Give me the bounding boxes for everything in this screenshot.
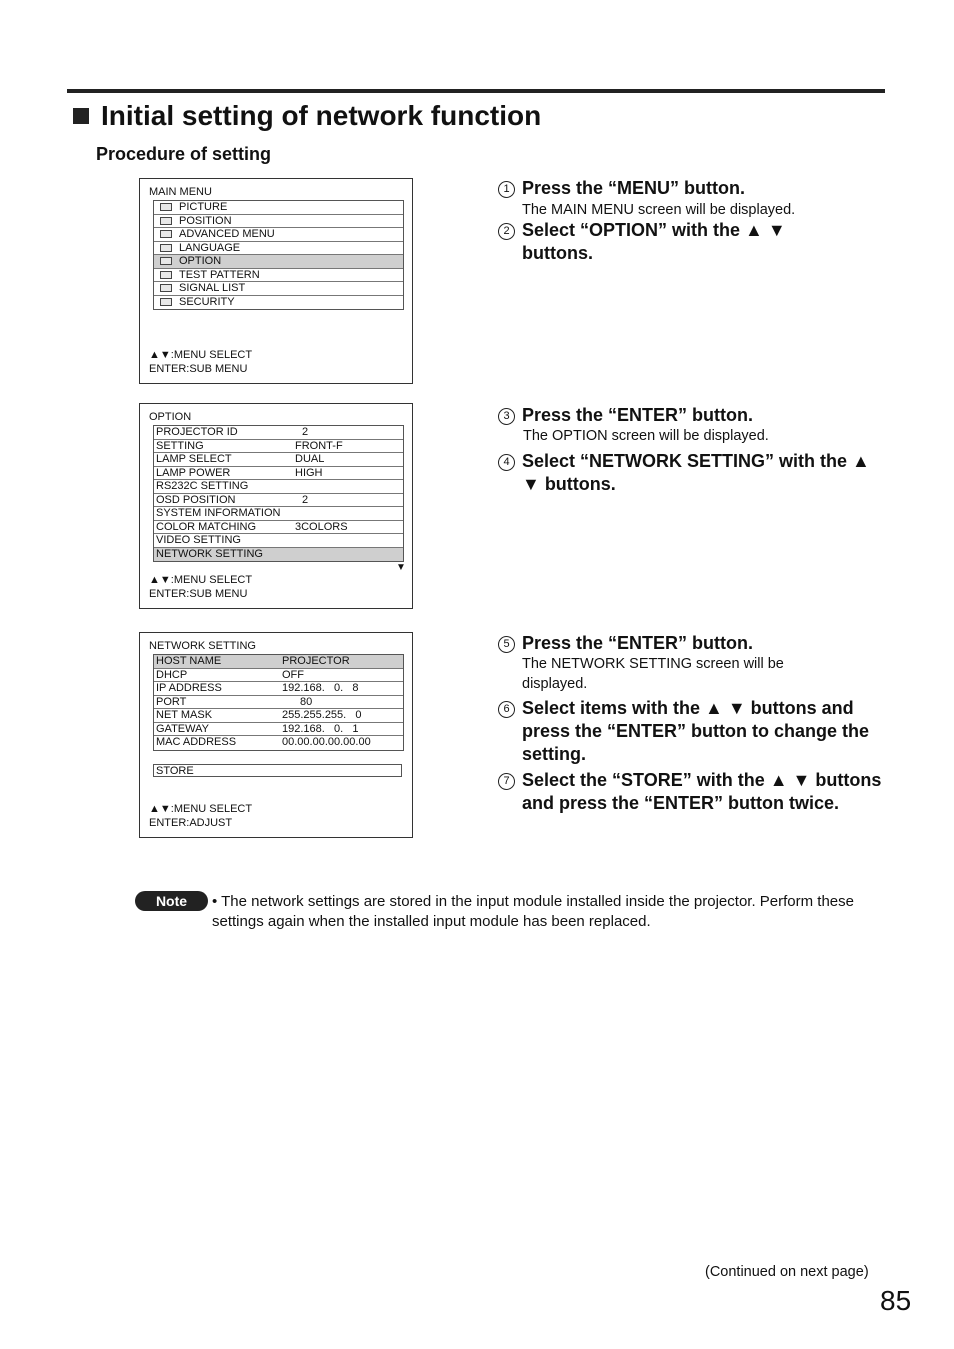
network-item-label: PORT (156, 695, 187, 708)
footer-sub-menu: ENTER:SUB MENU (149, 362, 248, 375)
test-pattern-icon (160, 271, 172, 279)
network-item-label: MAC ADDRESS (156, 736, 237, 748)
network-item-value: PROJECTOR (282, 655, 350, 667)
menu-item-label: POSITION (179, 214, 232, 227)
option-icon (160, 257, 172, 265)
network-item-value: 00.00.00.00.00.00 (282, 736, 371, 748)
step-7 (498, 769, 884, 815)
step-number-4: 4 (498, 454, 515, 471)
option-item-value: 2 (302, 426, 309, 438)
option-item-projector-id[interactable] (154, 426, 403, 440)
menu-item-label: OPTION (179, 255, 222, 267)
network-item-value: 192.168. 0. 1 (282, 722, 359, 735)
top-rule (67, 89, 885, 93)
scroll-down-arrow-icon: ▼ (396, 562, 406, 573)
menu-item-label: SIGNAL LIST (179, 282, 246, 294)
network-item-gateway[interactable] (154, 723, 403, 737)
step-number-7: 7 (498, 773, 515, 790)
network-setting-header: NETWORK SETTING (149, 640, 256, 652)
page-title-text: Initial setting of network function (101, 100, 542, 131)
menu-item-advanced-menu[interactable] (154, 228, 403, 242)
footer-adjust: ENTER:ADJUST (149, 816, 233, 829)
option-item-video-setting[interactable] (154, 534, 403, 548)
step-1 (498, 177, 745, 200)
option-header: OPTION (149, 411, 192, 423)
network-setting-list (153, 654, 404, 751)
menu-item-label: LANGUAGE (179, 241, 241, 254)
position-icon (160, 217, 172, 225)
network-item-label: DHCP (156, 668, 188, 681)
menu-item-option[interactable] (154, 255, 403, 269)
option-item-label: RS232C SETTING (156, 480, 249, 492)
step-4 (498, 450, 882, 496)
store-button[interactable]: STORE (153, 764, 402, 777)
footer-menu-select: ▲▼:MENU SELECT (149, 349, 253, 361)
option-item-network-setting[interactable] (154, 548, 403, 562)
option-list (153, 425, 404, 562)
option-item-value: 3COLORS (295, 520, 348, 533)
menu-item-test-pattern[interactable] (154, 269, 403, 283)
section-subtitle: Procedure of setting (96, 144, 272, 164)
step-text: Select items with the ▲ ▼ buttons and press the “ENTER” button to change the setting. (522, 698, 870, 764)
network-item-label: NET MASK (156, 709, 213, 721)
note-badge: Note (135, 891, 208, 911)
footer-menu-select: ▲▼:MENU SELECT (149, 803, 253, 815)
step-text: Select “NETWORK SETTING” with the ▲ ▼ buttons. (522, 451, 870, 494)
network-setting-footer (149, 803, 252, 830)
note-text: • The network settings are stored in the input module installed inside the projector. Perform these settings again when the installed input module has been replaced. (212, 893, 854, 930)
option-item-label: SETTING (156, 439, 204, 452)
step-2 (498, 219, 822, 265)
step-number-5: 5 (498, 636, 515, 653)
main-menu-screen (139, 178, 413, 384)
network-item-label: GATEWAY (156, 722, 209, 735)
option-item-value: DUAL (295, 453, 325, 465)
option-item-label: OSD POSITION (156, 493, 236, 506)
network-setting-screen (139, 632, 413, 838)
step-5 (498, 632, 753, 655)
step-number-1: 1 (498, 181, 515, 198)
menu-item-security[interactable] (154, 296, 403, 310)
option-item-label: VIDEO SETTING (156, 534, 241, 546)
step-number-3: 3 (498, 408, 515, 425)
picture-icon (160, 203, 172, 211)
step-text: Press the “MENU” button. (522, 178, 746, 198)
page-title (73, 100, 541, 132)
network-item-ip-address[interactable] (154, 682, 403, 696)
option-item-osd-position[interactable] (154, 494, 403, 508)
step-6 (498, 697, 884, 766)
language-icon (160, 244, 172, 252)
menu-item-signal-list[interactable] (154, 282, 403, 296)
option-item-lamp-power[interactable] (154, 467, 403, 481)
option-item-label: LAMP POWER (156, 466, 231, 479)
security-icon (160, 298, 172, 306)
menu-item-label: PICTURE (179, 201, 228, 213)
step-text: Press the “ENTER” button. (522, 405, 754, 425)
network-item-value: 255.255.255. 0 (282, 709, 362, 721)
footer-menu-select: ▲▼:MENU SELECT (149, 574, 253, 586)
step-text: Select “OPTION” with the ▲ ▼ buttons. (522, 220, 786, 263)
step-text: Select the “STORE” with the ▲ ▼ buttons and press the “ENTER” button twice. (522, 770, 882, 813)
network-item-dhcp[interactable] (154, 669, 403, 683)
network-item-port[interactable] (154, 696, 403, 710)
network-item-net-mask[interactable] (154, 709, 403, 723)
signal-list-icon (160, 284, 172, 292)
menu-item-label: TEST PATTERN (179, 268, 260, 281)
option-item-label: SYSTEM INFORMATION (156, 507, 281, 519)
option-item-rs232c-setting[interactable] (154, 480, 403, 494)
step-text: Press the “ENTER” button. (522, 633, 754, 653)
option-item-system-information[interactable] (154, 507, 403, 521)
step-1-description: The MAIN MENU screen will be displayed. (522, 202, 796, 218)
network-item-host-name[interactable] (154, 655, 403, 669)
step-3-description: The OPTION screen will be displayed. (523, 428, 769, 444)
network-item-value: 80 (300, 695, 313, 708)
option-item-label: COLOR MATCHING (156, 520, 257, 533)
main-menu-footer (149, 349, 252, 376)
option-footer (149, 574, 252, 601)
network-item-label: HOST NAME (156, 655, 222, 667)
option-item-label: PROJECTOR ID (156, 426, 238, 438)
step-number-2: 2 (498, 223, 515, 240)
network-item-mac-address[interactable] (154, 736, 403, 750)
step-number-6: 6 (498, 701, 515, 718)
continued-notice: (Continued on next page) (705, 1264, 869, 1280)
menu-item-label: ADVANCED MENU (179, 228, 275, 240)
network-item-label: IP ADDRESS (156, 682, 222, 694)
option-item-value: HIGH (295, 466, 323, 479)
network-item-value: 192.168. 0. 8 (282, 682, 359, 694)
option-item-lamp-select[interactable] (154, 453, 403, 467)
page-number: 85 (880, 1285, 912, 1316)
menu-item-label: SECURITY (179, 295, 235, 308)
advanced-menu-icon (160, 230, 172, 238)
step-3 (498, 404, 753, 427)
option-item-color-matching[interactable] (154, 521, 403, 535)
square-bullet-icon (73, 108, 89, 124)
menu-item-position[interactable] (154, 215, 403, 229)
option-item-label: LAMP SELECT (156, 453, 232, 465)
menu-item-language[interactable] (154, 242, 403, 256)
option-item-value: FRONT-F (295, 439, 343, 452)
network-item-value: OFF (282, 668, 304, 681)
step-5-description: The NETWORK SETTING screen will be displayed. (522, 656, 784, 692)
option-item-label: NETWORK SETTING (156, 547, 263, 560)
footer-sub-menu: ENTER:SUB MENU (149, 587, 248, 600)
option-item-value: 2 (302, 493, 309, 506)
menu-item-picture[interactable] (154, 201, 403, 215)
main-menu-list (153, 200, 404, 310)
option-screen (139, 403, 413, 609)
main-menu-header: MAIN MENU (149, 186, 212, 198)
option-item-setting[interactable] (154, 440, 403, 454)
